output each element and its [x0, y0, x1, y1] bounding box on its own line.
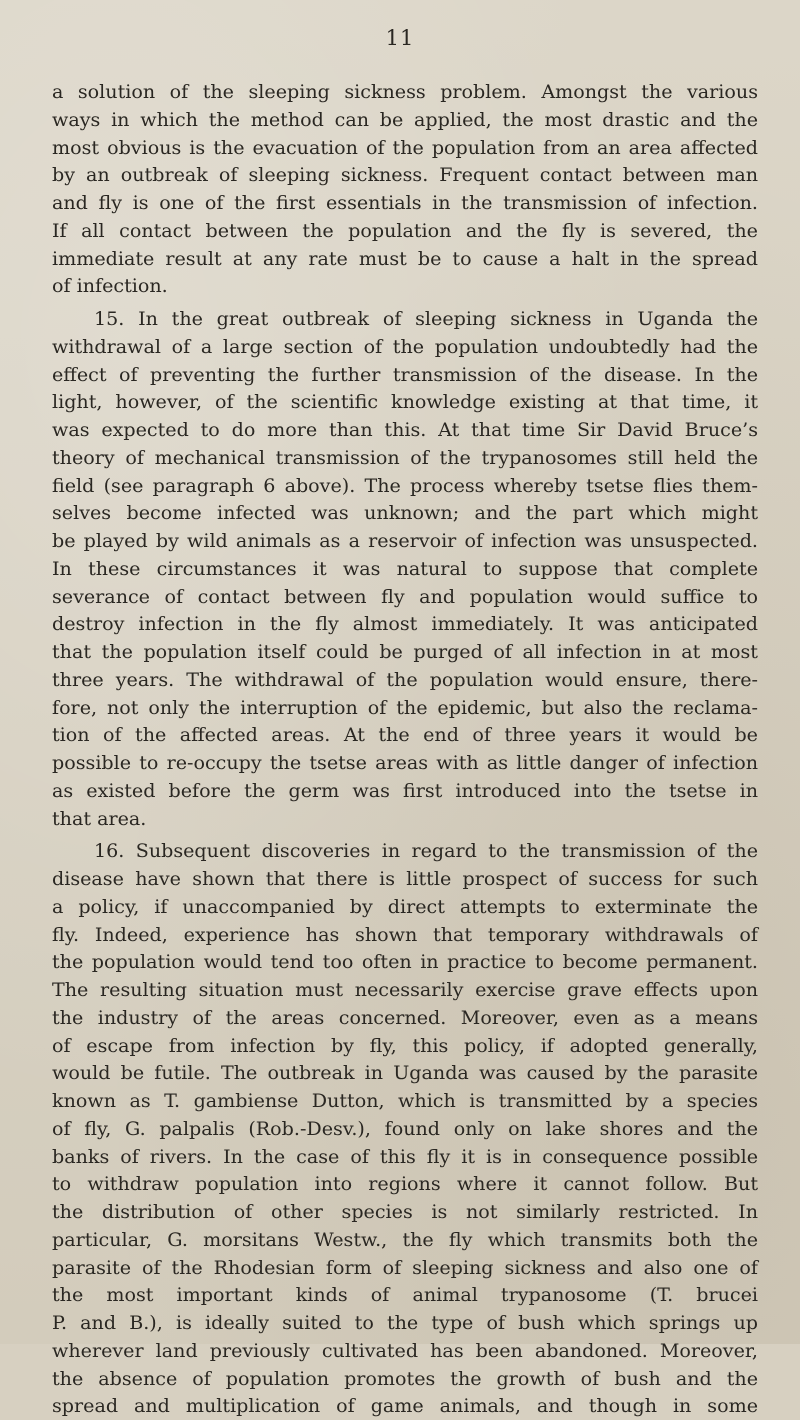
- text-line: that area.: [52, 806, 147, 830]
- text-line: banks of rivers. In the case of this fly it is in consequence possible: [52, 1144, 758, 1168]
- text-line: possible to re-occupy the tsetse areas with as little danger of infection: [52, 751, 758, 774]
- text-line: most obvious is the evacuation of the population from an area affected: [52, 135, 758, 159]
- text-line: the most important kinds of animal trypanosome (T. brucei: [52, 1283, 758, 1307]
- text-line: light, however, of the scientific knowledge existing at that time, it: [52, 390, 758, 414]
- text-line: would be futile. The outbreak in Uganda was caused by the parasite: [52, 1061, 758, 1085]
- text-line: P. and B.), is ideally suited to the type of bush which springs up: [52, 1311, 758, 1334]
- text-line: wherever land previously cultivated has been abandoned. Moreover,: [52, 1338, 758, 1362]
- text-line: and fly is one of the first essentials in the transmission of infection.: [52, 191, 758, 214]
- text-line: effect of preventing the further transmission of the disease. In the: [52, 362, 758, 386]
- text-line: In these circumstances it was natural to suppose that complete: [52, 556, 758, 580]
- text-line: 16. Subsequent discoveries in regard to the transmission of the: [94, 839, 758, 863]
- paragraph-continuation: [52, 78, 758, 300]
- text-line: of escape from infection by fly, this policy, if adopted generally,: [52, 1033, 758, 1057]
- text-line: The resulting situation must necessarily exercise grave effects upon: [52, 978, 758, 1001]
- page-number: 11: [385, 26, 415, 50]
- text-line: the population would tend too often in practice to become permanent.: [52, 950, 758, 974]
- text-line: spread and multiplication of game animals, and though in some: [52, 1394, 758, 1418]
- text-line: selves become infected was unknown; and the part which might: [52, 501, 758, 525]
- text-line: If all contact between the population and the fly is severed, the: [52, 218, 758, 242]
- text-line: a solution of the sleeping sickness problem. Amongst the various: [52, 80, 758, 103]
- paragraph-16: [52, 837, 758, 1420]
- text-line: parasite of the Rhodesian form of sleeping sickness and also one of: [52, 1255, 758, 1279]
- text-line: that the population itself could be purged of all infection in at most: [52, 640, 758, 663]
- text-line: be played by wild animals as a reservoir of infection was unsuspected.: [52, 529, 758, 552]
- text-line: of fly, G. palpalis (Rob.-Desv.), found only on lake shores and the: [52, 1116, 758, 1140]
- text-line: three years. The withdrawal of the population would ensure, there-: [52, 667, 758, 691]
- text-line: 15. In the great outbreak of sleeping sickness in Uganda the: [94, 307, 758, 330]
- text-line: withdrawal of a large section of the population undoubtedly had the: [52, 334, 758, 358]
- text-line: immediate result at any rate must be to cause a halt in the spread: [52, 246, 758, 270]
- paragraph-15: [52, 305, 758, 832]
- text-line: the industry of the areas concerned. Moreover, even as a means: [52, 1005, 758, 1029]
- text-line: of infection.: [52, 274, 168, 298]
- body-text: [52, 78, 758, 1420]
- text-line: known as T. gambiense Dutton, which is transmitted by a species: [52, 1089, 758, 1112]
- text-line: severance of contact between fly and population would suffice to: [52, 584, 758, 608]
- text-line: was expected to do more than this. At that time Sir David Bruce’s: [52, 418, 758, 441]
- text-line: as existed before the germ was first introduced into the tsetse in: [52, 778, 758, 802]
- text-line: the absence of population promotes the growth of bush and the: [52, 1366, 758, 1390]
- text-line: fly. Indeed, experience has shown that temporary withdrawals of: [52, 922, 758, 946]
- text-line: fore, not only the interruption of the epidemic, but also the reclama-: [52, 695, 758, 719]
- text-line: by an outbreak of sleeping sickness. Frequent contact between man: [52, 163, 758, 187]
- text-line: ways in which the method can be applied, the most drastic and the: [52, 107, 758, 131]
- text-line: disease have shown that there is little prospect of success for such: [52, 867, 758, 890]
- text-line: tion of the affected areas. At the end of three years it would be: [52, 723, 758, 747]
- text-line: to withdraw population into regions where it cannot follow. But: [52, 1172, 758, 1196]
- text-line: theory of mechanical transmission of the trypanosomes still held the: [52, 445, 758, 469]
- text-line: the distribution of other species is not similarly restricted. In: [52, 1200, 758, 1223]
- text-line: particular, G. morsitans Westw., the fly which transmits both the: [52, 1227, 758, 1251]
- text-line: a policy, if unaccompanied by direct attempts to exterminate the: [52, 894, 758, 918]
- text-line: destroy infection in the fly almost immediately. It was anticipated: [52, 612, 758, 636]
- text-line: field (see paragraph 6 above). The process whereby tsetse flies them-: [52, 473, 758, 497]
